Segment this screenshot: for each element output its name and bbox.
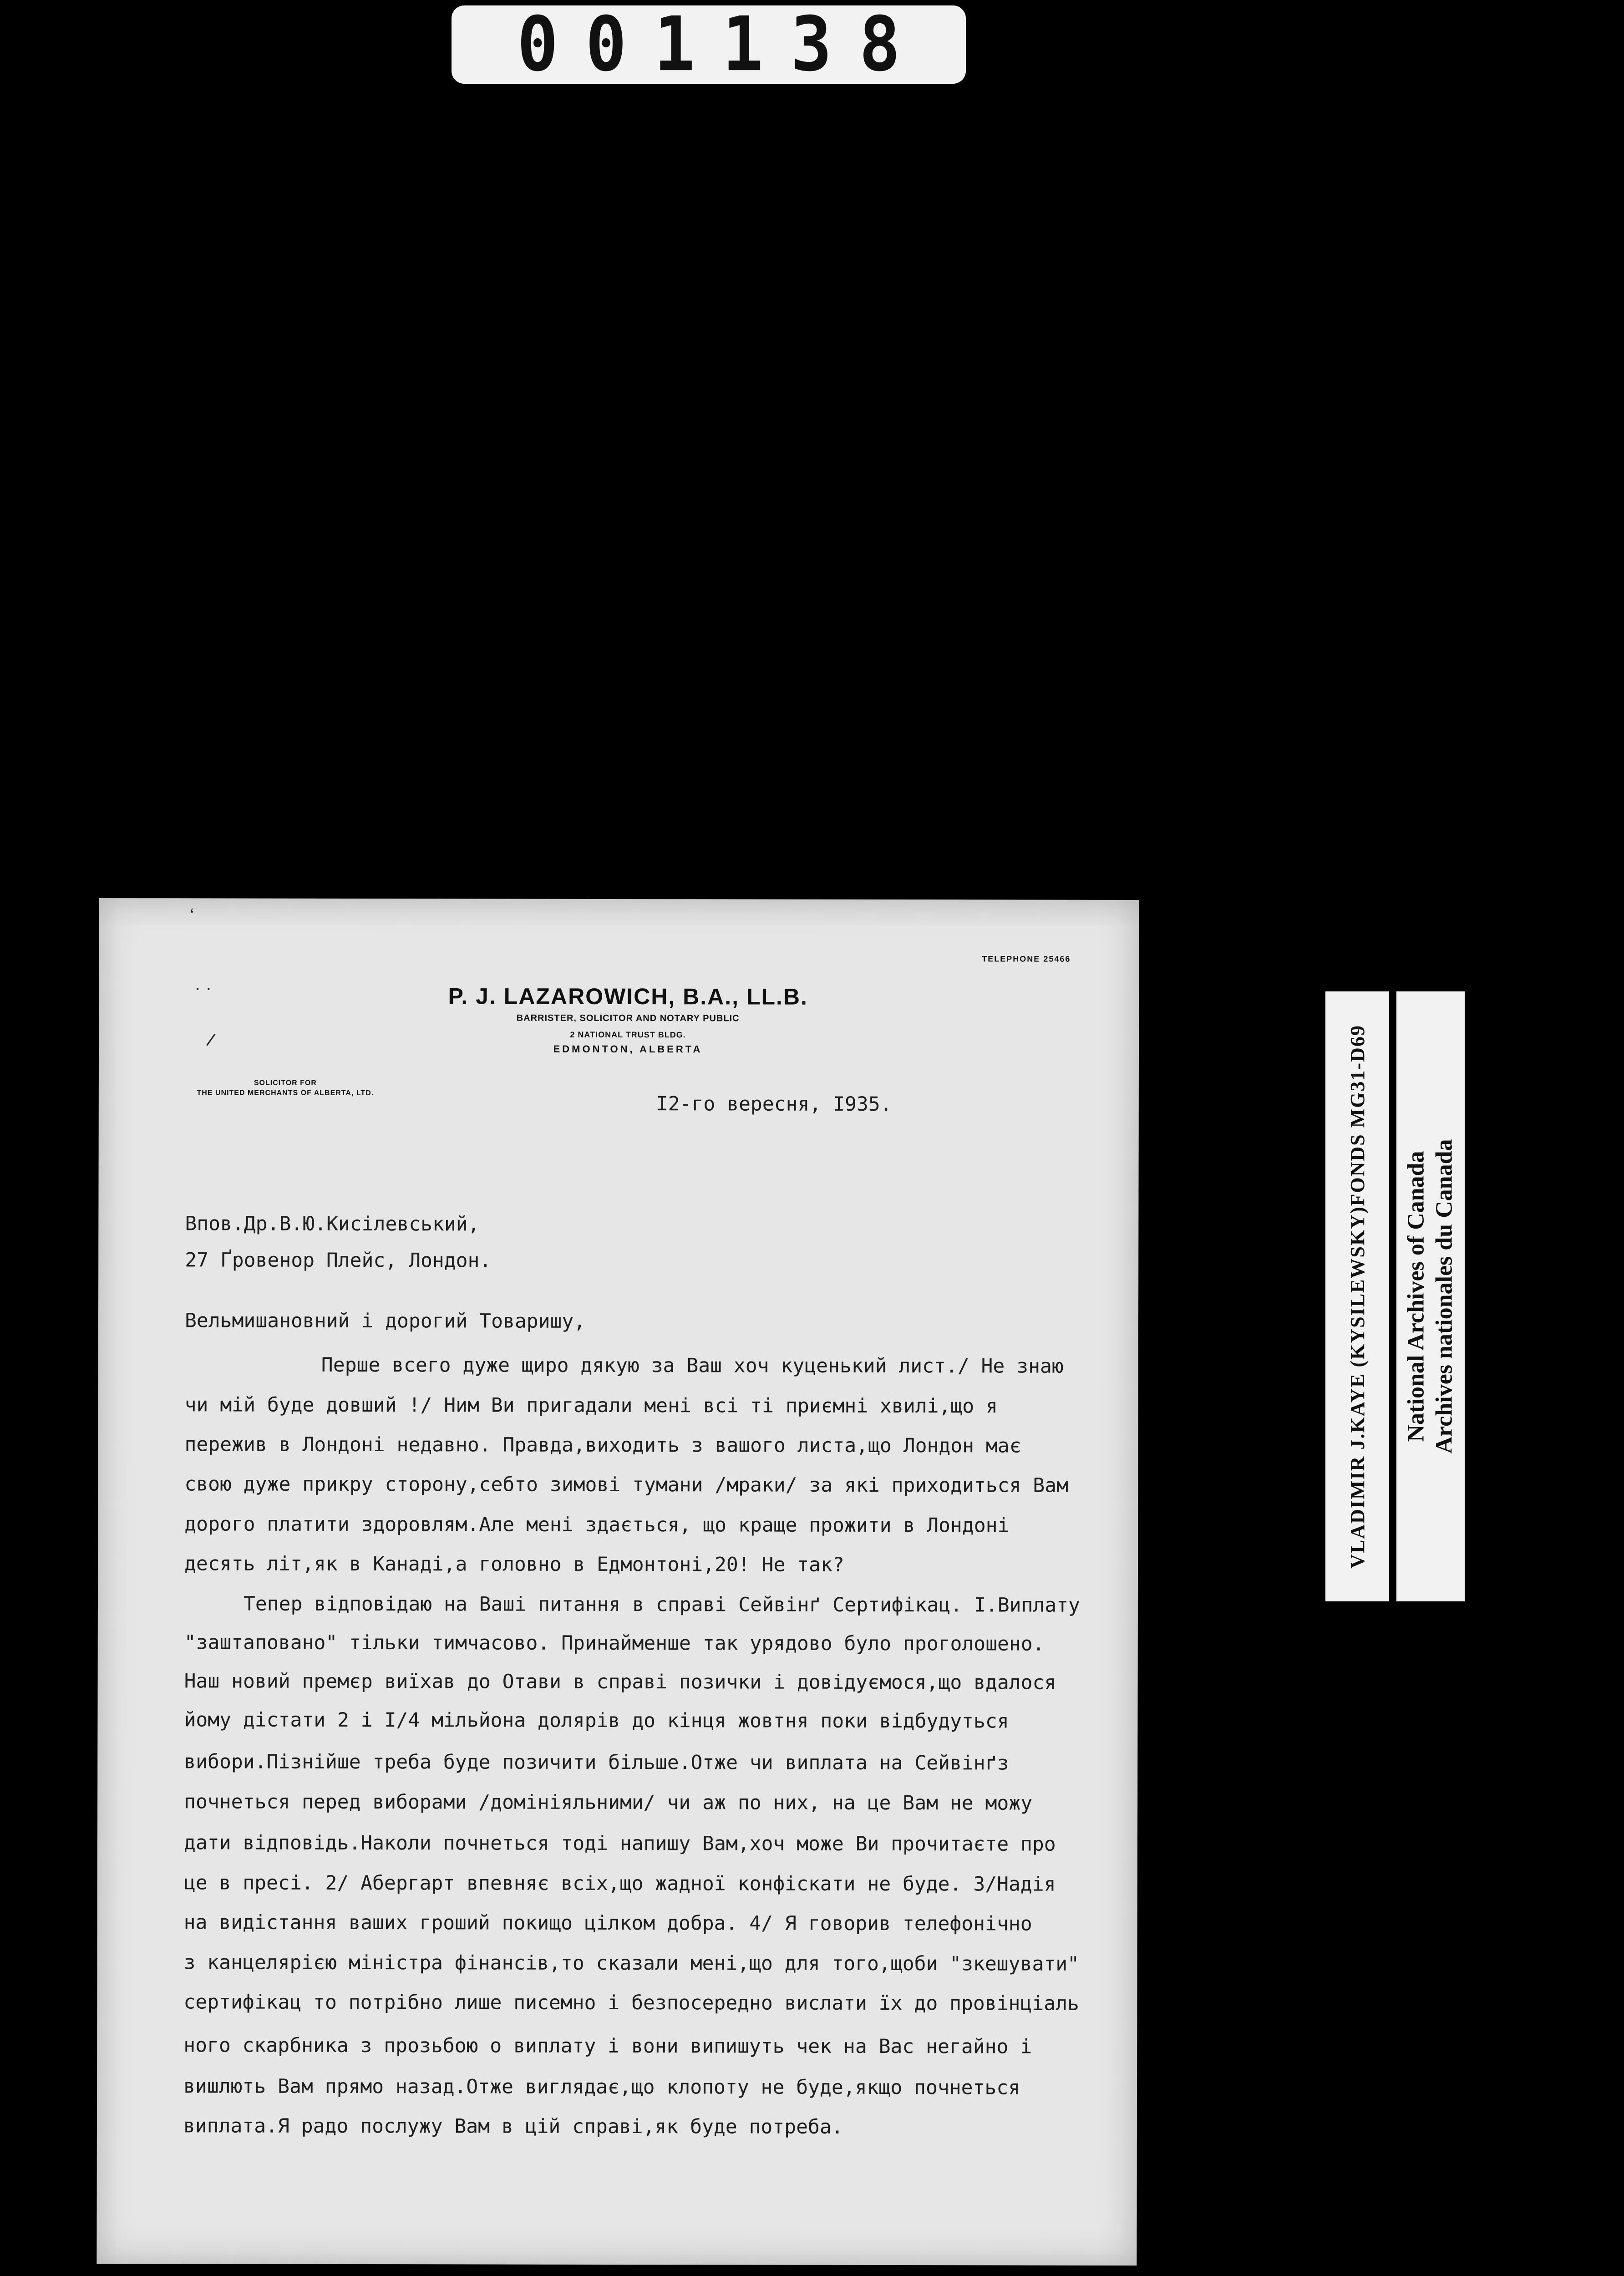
solicitor-line1: SOLICITOR FOR <box>254 1079 317 1087</box>
archives-en: National Archives of Canada <box>1403 1151 1429 1442</box>
telephone-number: TELEPHONE 25466 <box>982 954 1071 964</box>
recipient-line1: Впов.Др.В.Ю.Кисілевський, <box>185 1212 480 1236</box>
frame-number: 001138 <box>517 1 928 88</box>
solicitor-line2: THE UNITED MERCHANTS OF ALBERTA, LTD. <box>197 1089 374 1097</box>
body-line: з канцелярією міністра фінансів,то сказали мені,що для того,щоби "зкешувати" <box>183 1951 1080 1976</box>
frame-counter <box>452 1 966 88</box>
archive-fonds-label <box>1325 991 1389 1601</box>
body-line: десять літ,як в Канаді,а головно в Едмонтоні,20! Не так? <box>184 1552 844 1576</box>
body-line: Перше всего дуже щиро дякую за Ваш хоч куценький лист./ Не знаю <box>321 1353 1064 1378</box>
letterhead-address-line2: EDMONTON, ALBERTA <box>553 1043 703 1055</box>
body-line: Тепер відповідаю на Ваші питання в справі Сейвінґ Сертифікац. I.Виплату <box>243 1592 1081 1617</box>
body-line: вишлють Вам прямо назад.Отже виглядає,що клопоту не буде,якщо почнеться <box>183 2075 1020 2099</box>
body-line: йому дістати 2 і I/4 мільйона долярів до кінця жовтня поки відбудуться <box>184 1708 1009 1733</box>
body-line: почнеться перед виборами /домініяльними/ чи аж по них, на це Вам не можу <box>184 1790 1033 1815</box>
body-line: виплата.Я радо послужу Вам в цій справі,як буде потреба. <box>183 2114 843 2139</box>
body-line: ного скарбника з прозьбою о виплату і вони випишуть чек на Вас негайно і <box>183 2034 1032 2058</box>
letter-date: I2-го вересня, I935. <box>656 1092 892 1116</box>
archives-fr: Archives nationales du Canada <box>1431 1139 1457 1454</box>
body-line: це в пресі. 2/ Абергарт впевняє всіх,що жадної конфіскати не буде. 3/Надія <box>183 1871 1056 1896</box>
institution-text <box>1402 1139 1459 1453</box>
body-line: на видістання ваших гроший покищо цілком добра. 4/ Я говорив телефонічно <box>183 1911 1032 1936</box>
paper-speck-mark: ‘ <box>190 905 194 925</box>
body-line: дати відповідь.Наколи почнеться тоді напишу Вам,хоч може Ви прочитаєте про <box>183 1831 1056 1856</box>
paper-speck-mark: · · <box>194 978 212 998</box>
body-line: свою дуже прикру сторону,себто зимові тумани /мраки/ за які приходиться Вам <box>184 1473 1069 1497</box>
letterhead <box>99 982 1139 1056</box>
archive-institution-label <box>1396 991 1465 1601</box>
body-line: дорого платити здоровлям.Але мені здається, що краще прожити в Лондоні <box>184 1513 1010 1537</box>
body-line: вибори.Пізнійше треба буде позичити більше.Отже чи виплата на Сейвінґз <box>184 1750 1009 1775</box>
recipient-line2: 27 Ґровенор Плейс, Лондон. <box>185 1249 492 1272</box>
body-line: "заштаповано" тільки тимчасово. Принайменше так урядово було проголошено. <box>184 1631 1045 1656</box>
letter-page <box>96 898 1139 2266</box>
letterhead-address-line1: 2 NATIONAL TRUST BLDG. <box>570 1030 686 1040</box>
solicitor-note <box>144 1078 426 1098</box>
paper-speck-mark: / <box>205 1030 217 1051</box>
salutation: Вельмишановний і дорогий Товаришу, <box>184 1309 586 1333</box>
body-line: чи мій буде довший !/ Ним Ви пригадали мені всі ті приємні хвилі,що я <box>184 1393 998 1418</box>
letterhead-name: P. J. LAZAROWICH, B.A., LL.B. <box>448 983 808 1010</box>
body-line: Наш новий премєр виїхав до Отави в справі позички і довідуємося,що вдалося <box>184 1670 1056 1694</box>
body-line: пережив в Лондоні недавно. Правда,виходить з вашого листа,що Лондон має <box>184 1433 1021 1458</box>
fonds-text: VLADIMIR J.KAYE (KYSILEWSKY)FONDS MG31-D69 <box>1346 1024 1369 1569</box>
letterhead-subtitle: BARRISTER, SOLICITOR AND NOTARY PUBLIC <box>516 1013 740 1024</box>
body-line: сертифікац то потрібно лише писемно і безпосередно вислати їх до провінціаль <box>183 1991 1079 2015</box>
